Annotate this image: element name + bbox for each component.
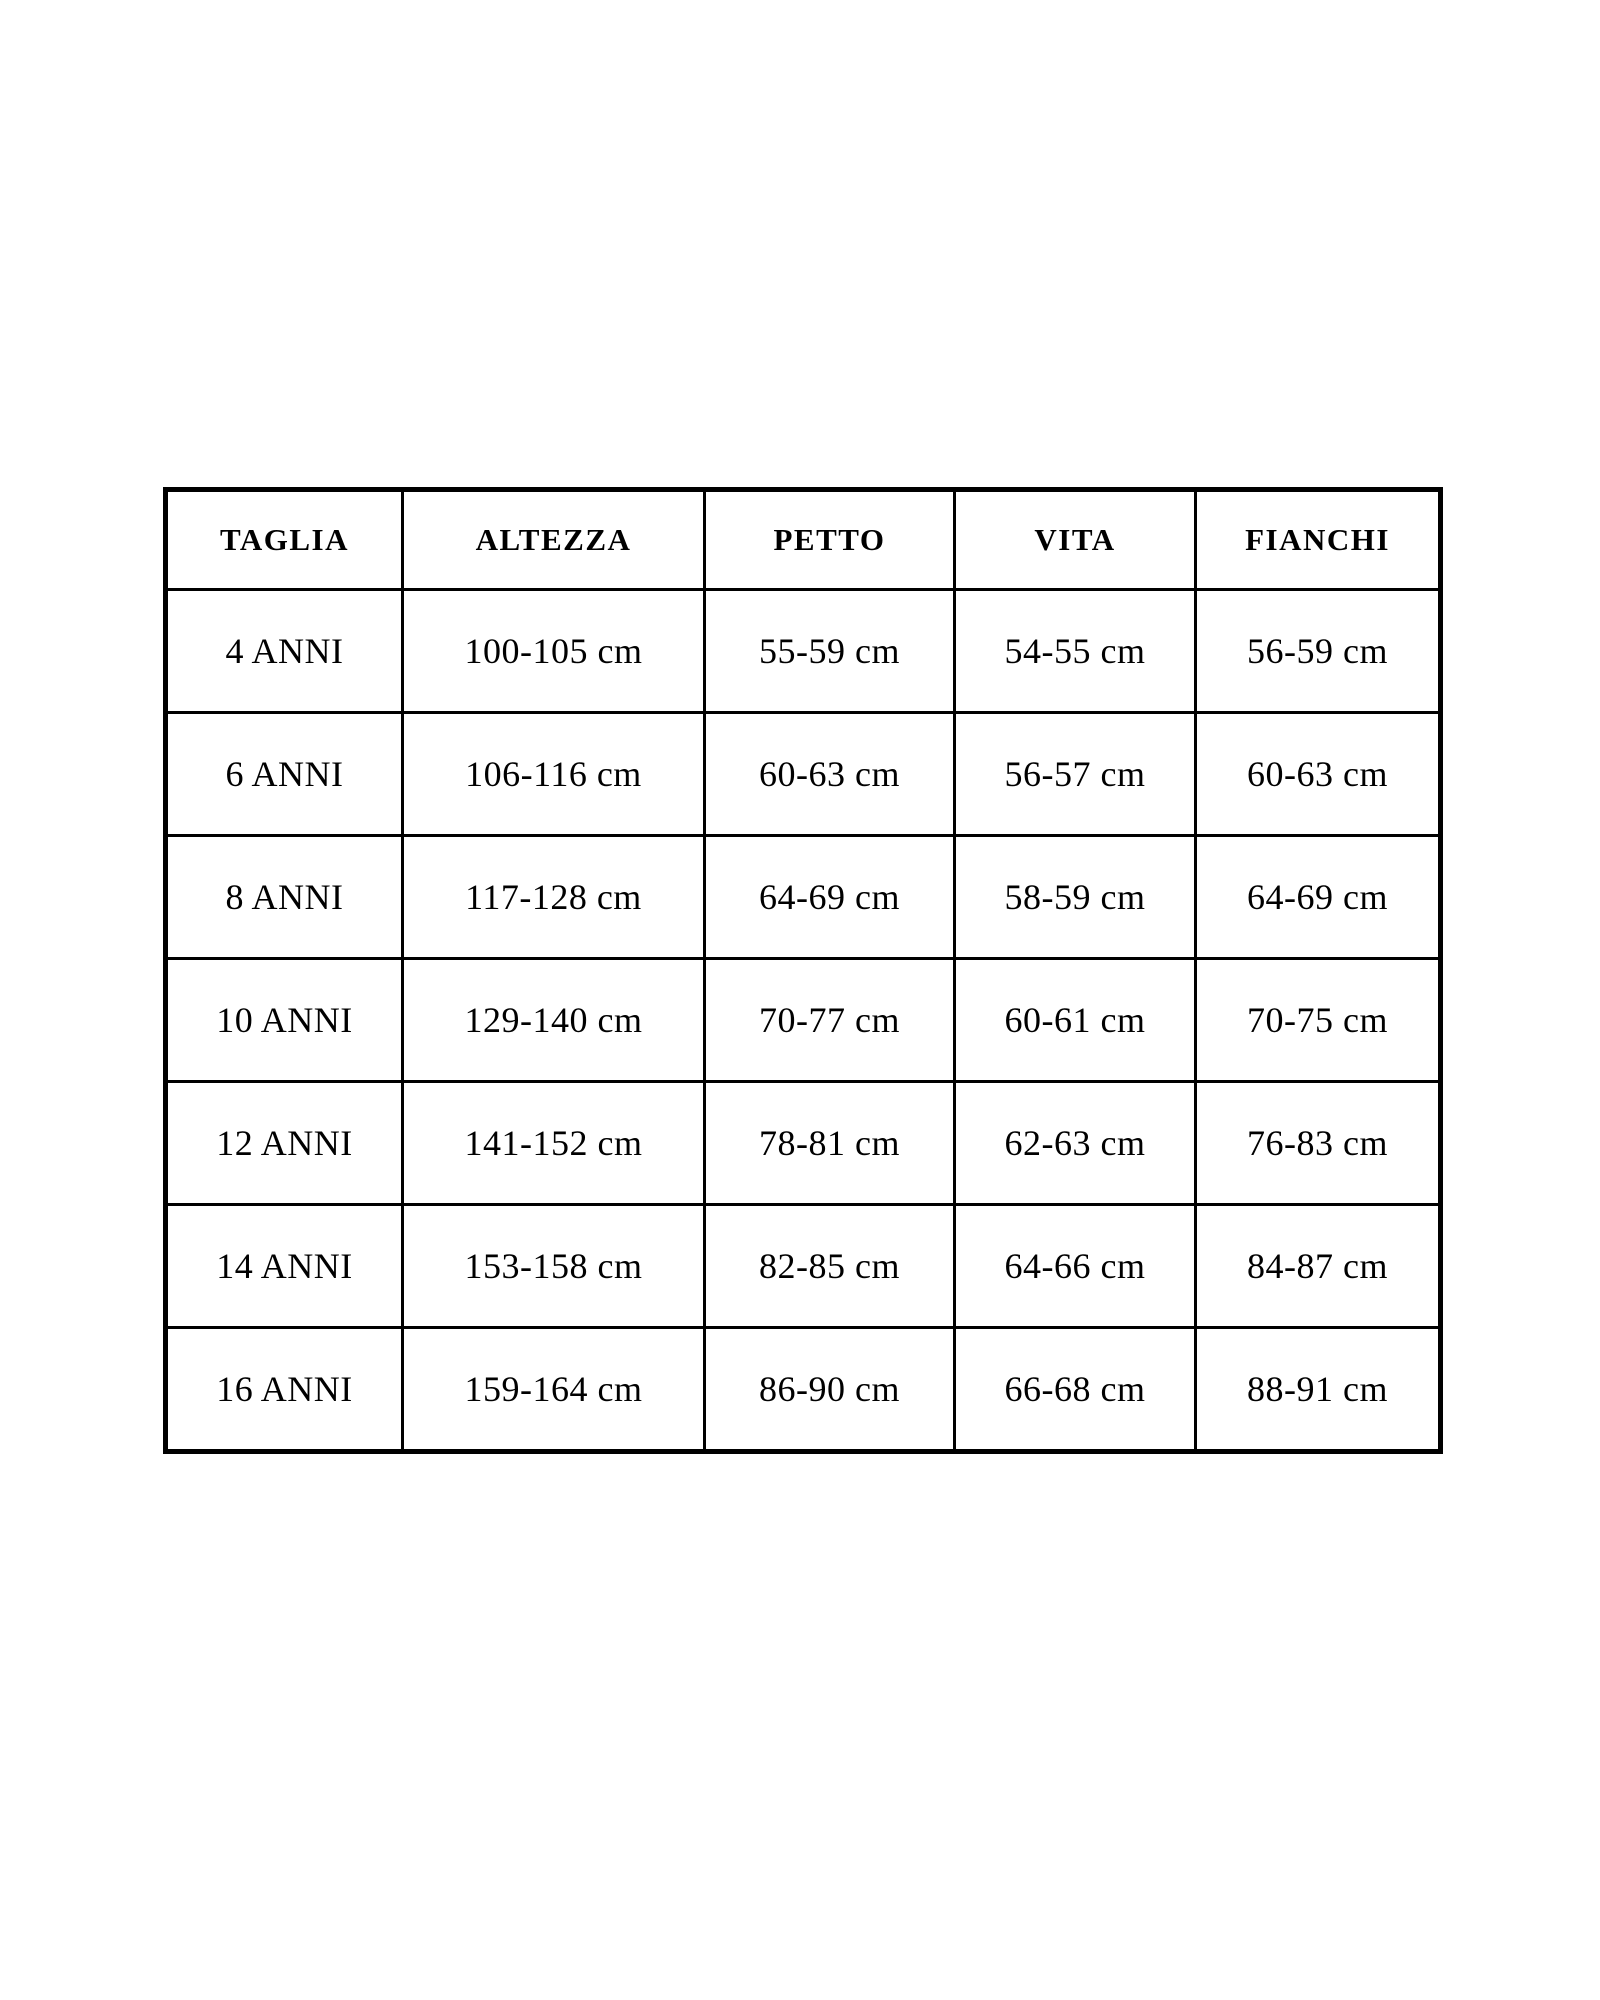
cell-fianchi: 64-69 cm — [1196, 836, 1441, 959]
cell-altezza: 153-158 cm — [403, 1205, 705, 1328]
cell-fianchi: 88-91 cm — [1196, 1328, 1441, 1452]
table-row-10-anni — [166, 959, 1441, 1082]
table-row-6-anni — [166, 713, 1441, 836]
cell-altezza: 117-128 cm — [403, 836, 705, 959]
cell-vita: 58-59 cm — [955, 836, 1196, 959]
cell-petto: 60-63 cm — [705, 713, 955, 836]
cell-vita: 64-66 cm — [955, 1205, 1196, 1328]
column-header-vita: VITA — [955, 490, 1196, 590]
cell-taglia: 8 ANNI — [166, 836, 403, 959]
cell-fianchi: 84-87 cm — [1196, 1205, 1441, 1328]
cell-petto: 70-77 cm — [705, 959, 955, 1082]
cell-fianchi: 60-63 cm — [1196, 713, 1441, 836]
cell-vita: 60-61 cm — [955, 959, 1196, 1082]
header-row — [166, 490, 1441, 590]
cell-vita: 66-68 cm — [955, 1328, 1196, 1452]
column-header-altezza: ALTEZZA — [403, 490, 705, 590]
table-row-14-anni — [166, 1205, 1441, 1328]
cell-taglia: 6 ANNI — [166, 713, 403, 836]
cell-vita: 54-55 cm — [955, 590, 1196, 713]
cell-petto: 64-69 cm — [705, 836, 955, 959]
cell-altezza: 129-140 cm — [403, 959, 705, 1082]
table-row-8-anni — [166, 836, 1441, 959]
column-header-fianchi: FIANCHI — [1196, 490, 1441, 590]
table-row-4-anni — [166, 590, 1441, 713]
cell-altezza: 100-105 cm — [403, 590, 705, 713]
cell-taglia: 14 ANNI — [166, 1205, 403, 1328]
cell-vita: 56-57 cm — [955, 713, 1196, 836]
cell-taglia: 4 ANNI — [166, 590, 403, 713]
cell-petto: 82-85 cm — [705, 1205, 955, 1328]
cell-fianchi: 56-59 cm — [1196, 590, 1441, 713]
cell-taglia: 10 ANNI — [166, 959, 403, 1082]
cell-taglia: 12 ANNI — [166, 1082, 403, 1205]
cell-taglia: 16 ANNI — [166, 1328, 403, 1452]
cell-altezza: 141-152 cm — [403, 1082, 705, 1205]
cell-petto: 55-59 cm — [705, 590, 955, 713]
cell-vita: 62-63 cm — [955, 1082, 1196, 1205]
cell-fianchi: 70-75 cm — [1196, 959, 1441, 1082]
cell-altezza: 159-164 cm — [403, 1328, 705, 1452]
column-header-petto: PETTO — [705, 490, 955, 590]
table-row-16-anni — [166, 1328, 1441, 1452]
column-header-taglia: TAGLIA — [166, 490, 403, 590]
cell-altezza: 106-116 cm — [403, 713, 705, 836]
cell-fianchi: 76-83 cm — [1196, 1082, 1441, 1205]
size-chart-table — [163, 487, 1443, 1454]
table-row-12-anni — [166, 1082, 1441, 1205]
cell-petto: 86-90 cm — [705, 1328, 955, 1452]
cell-petto: 78-81 cm — [705, 1082, 955, 1205]
